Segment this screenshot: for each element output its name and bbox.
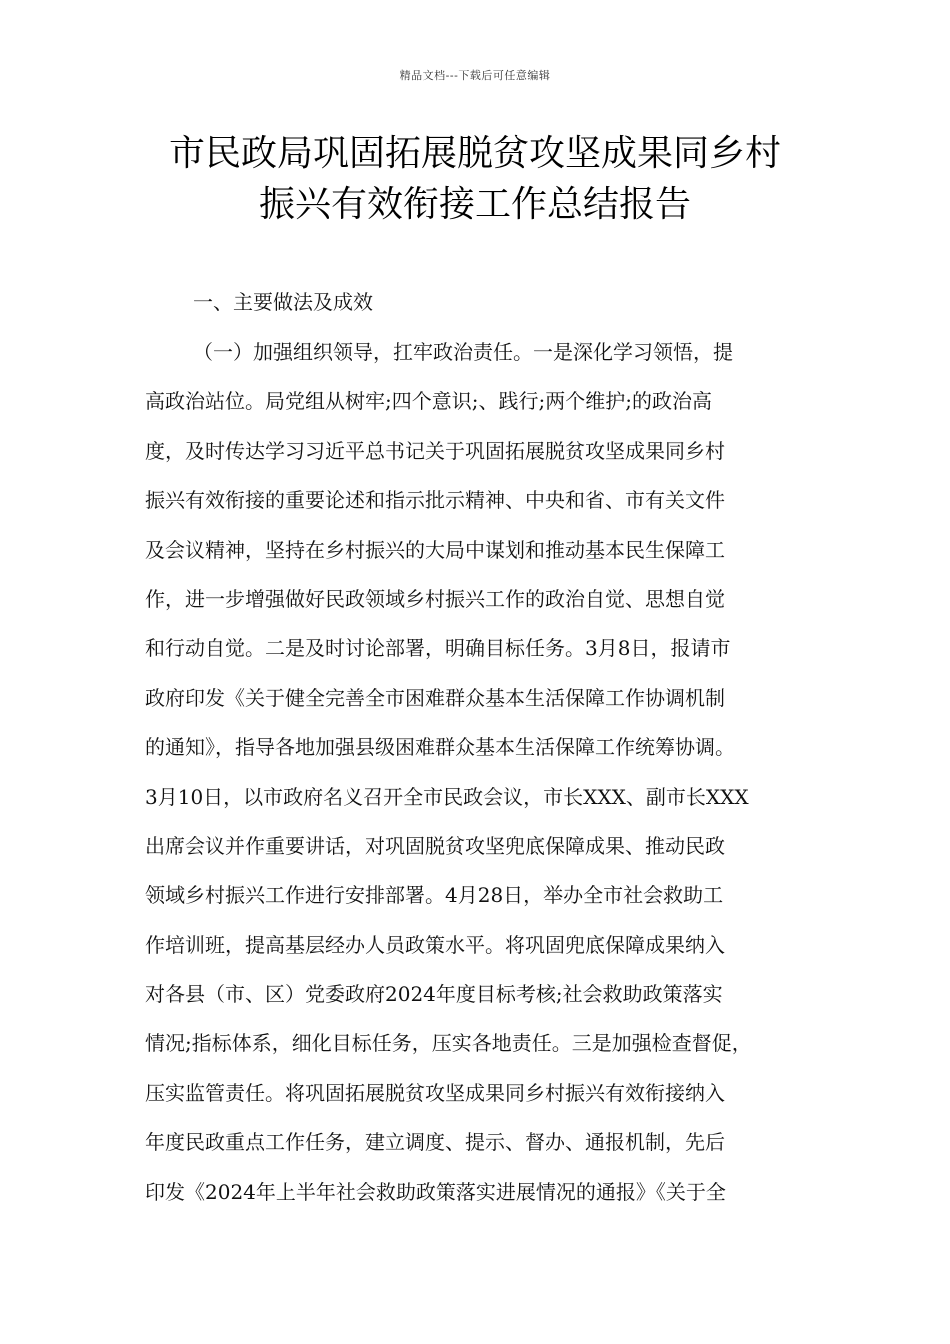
title-line-2: 振兴有效衔接工作总结报告 [258, 184, 691, 225]
title-line-1: 市民政局巩固拓展脱贫攻坚成果同乡村 [168, 133, 781, 174]
paragraph-line: 作培训班，提高基层经办人员政策水平。将巩固兜底保障成果纳入 [145, 932, 725, 957]
paragraph-line: 出席会议并作重要讲话，对巩固脱贫攻坚兜底保障成果、推动民政 [145, 833, 725, 858]
paragraph-line: 高政治站位。局党组从树牢;四个意识;、践行;两个维护;的政治高 [145, 389, 712, 414]
paragraph-line: 政府印发《关于健全完善全市困难群众基本生活保障工作协调机制 [145, 685, 725, 710]
paragraph-line: 振兴有效衔接的重要论述和指示批示精神、中央和省、市有关文件 [145, 488, 725, 513]
paragraph-line: 3月10日，以市政府名义召开全市民政会议，市长XXX、副市长XXX [145, 784, 749, 809]
paragraph-line: （一）加强组织领导，扛牢政治责任。一是深化学习领悟，提 [193, 340, 733, 364]
paragraph-line: 年度民政重点工作任务，建立调度、提示、督办、通报机制，先后 [145, 1130, 725, 1155]
document-title [0, 128, 950, 230]
section-heading: 一、主要做法及成效 [193, 290, 373, 314]
paragraph-line: 和行动自觉。二是及时讨论部署，明确目标任务。3月8日，报请市 [145, 636, 731, 661]
paragraph-line: 作，进一步增强做好民政领域乡村振兴工作的政治自觉、思想自觉 [145, 586, 725, 611]
paragraph-line: 压实监管责任。将巩固拓展脱贫攻坚成果同乡村振兴有效衔接纳入 [145, 1080, 725, 1105]
header-note: 精品文档---下载后可任意编辑 [399, 69, 551, 82]
paragraph-line: 度，及时传达学习习近平总书记关于巩固拓展脱贫攻坚成果同乡村 [145, 438, 725, 463]
paragraph [145, 336, 815, 1225]
paragraph-line: 的通知》，指导各地加强县级困难群众基本生活保障工作统筹协调。 [145, 735, 735, 760]
paragraph-line: 领域乡村振兴工作进行安排部署。4月28日，举办全市社会救助工 [145, 883, 724, 908]
paragraph-line: 情况;指标体系，细化目标任务，压实各地责任。三是加强检查督促， [145, 1031, 752, 1056]
paragraph-line: 对各县（市、区）党委政府2024年度目标考核;社会救助政策落实 [145, 982, 723, 1007]
paragraph-line: 印发《2024年上半年社会救助政策落实进展情况的通报》《关于全 [145, 1179, 726, 1204]
paragraph-line: 及会议精神，坚持在乡村振兴的大局中谋划和推动基本民生保障工 [145, 537, 725, 562]
